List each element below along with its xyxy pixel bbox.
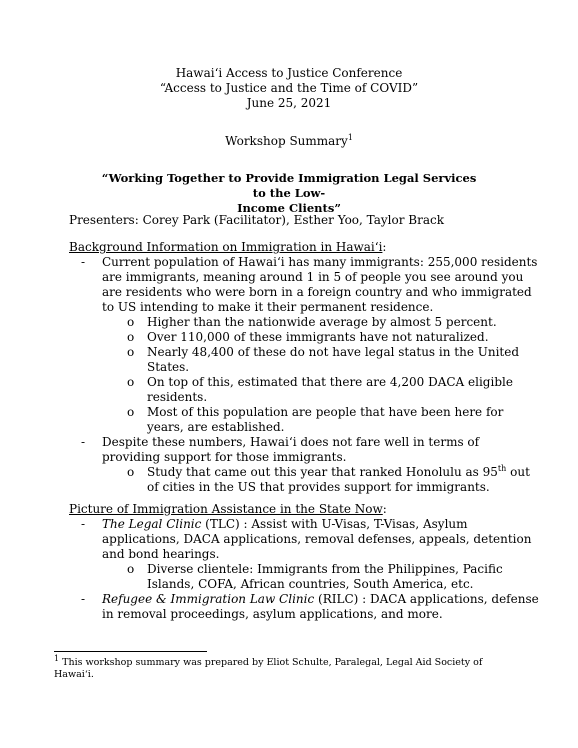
background-item-support: - Despite these numbers, Hawaiʻi does not fare well in terms of providing support for those immigrants. [102, 435, 480, 464]
workshop-title-line2: Income Clients” [237, 201, 341, 215]
list-item: o Most of this population are people that have been here for years, are established. [102, 405, 539, 435]
workshop-title [100, 171, 478, 216]
background-list [69, 255, 539, 495]
background-item-population: - Current population of Hawaiʻi has many immigrants: 255,000 residents are immigrants, meaning around 1 in 5 of people you see around you are residents who were born in a foreign country and who immigrated to US intending to make it their permanent residence. [102, 255, 538, 314]
list-item: o Diverse clientele: Immigrants from the Philippines, Pacific Islands, COFA, African countries, South America, etc. [102, 562, 539, 592]
footnote-text: This workshop summary was prepared by Eliot Schulte, Paralegal, Legal Aid Society of Hawaiʻi. [54, 657, 483, 680]
list-item [69, 435, 539, 495]
tlc-item: - The Legal Clinic (TLC) : Assist with U-Visas, T-Visas, Asylum applications, DACA applications, removal defenses, appeals, detention and bond hearings. [102, 517, 532, 561]
population-sublist [69, 315, 539, 435]
list-item: o Over 110,000 of these immigrants have not naturalized. [102, 330, 539, 345]
list-item [69, 255, 539, 435]
background-section [69, 240, 539, 495]
workshop-summary-label [0, 134, 578, 149]
background-heading: Background Information on Immigration in Hawaiʻi: [69, 240, 387, 254]
tlc-sublist [69, 562, 539, 592]
footnote [54, 653, 524, 681]
footnote-reference: 1 [347, 133, 353, 142]
footnote-mark: 1 [54, 653, 60, 663]
support-sublist [69, 465, 539, 495]
rilc-item: - Refugee & Immigration Law Clinic (RILC) : DACA applications, defense in removal proceedings, asylum applications, and more. [102, 592, 539, 621]
list-item: o Nearly 48,400 of these do not have legal status in the United States. [102, 345, 539, 375]
list-item [69, 592, 539, 622]
list-item: o On top of this, estimated that there are 4,200 DACA eligible residents. [102, 375, 539, 405]
footnote-divider [54, 651, 207, 652]
workshop-summary-text: Workshop Summary [225, 134, 348, 148]
list-item: o Higher than the nationwide average by almost 5 percent. [102, 315, 539, 330]
tlc-name: The Legal Clinic [102, 517, 202, 531]
conference-header [0, 66, 578, 111]
assistance-heading: Picture of Immigration Assistance in the State Now: [69, 502, 387, 516]
conference-date: June 25, 2021 [246, 96, 332, 110]
presenters-line: Presenters: Corey Park (Facilitator), Esther Yoo, Taylor Brack [69, 213, 444, 227]
background-heading-text: Background Information on Immigration in Hawaiʻi [69, 240, 383, 254]
workshop-title-line1: “Working Together to Provide Immigration Legal Services to the Low- [101, 171, 477, 200]
assistance-list [69, 517, 539, 622]
list-item [69, 517, 539, 592]
rilc-name: Refugee & Immigration Law Clinic [102, 592, 315, 606]
list-item: o Study that came out this year that ranked Honolulu as 95th out of cities in the US that provides support for immigrants. [102, 465, 539, 495]
conference-name: Hawaiʻi Access to Justice Conference [175, 66, 403, 80]
conference-theme: “Access to Justice and the Time of COVID” [159, 81, 419, 95]
assistance-heading-text: Picture of Immigration Assistance in the State Now [69, 502, 383, 516]
assistance-section [69, 502, 539, 622]
